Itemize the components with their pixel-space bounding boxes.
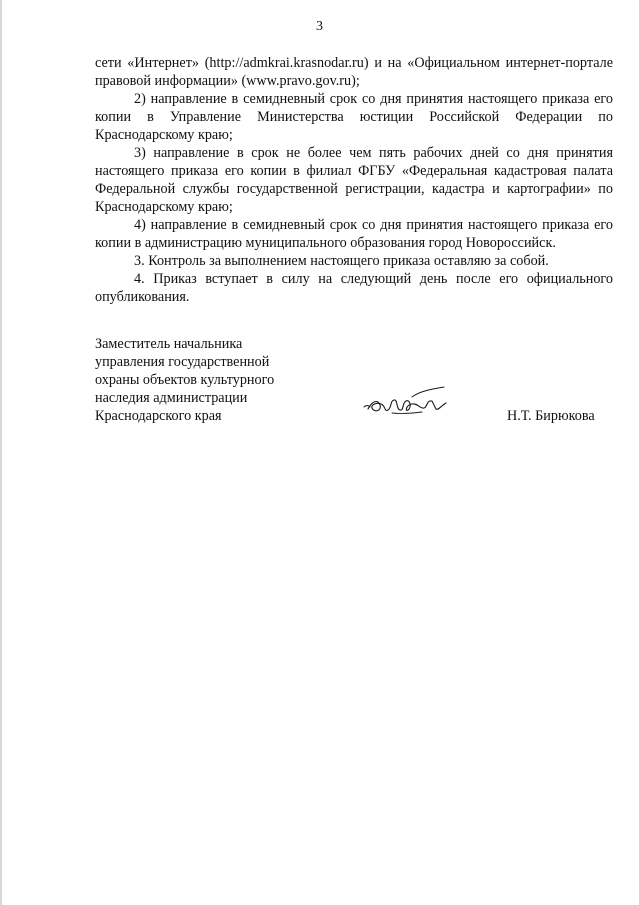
document-body bbox=[95, 54, 613, 306]
handwritten-signature bbox=[362, 383, 454, 423]
position-line: управления государственной bbox=[95, 354, 270, 370]
position-line: охраны объектов культурного bbox=[95, 372, 275, 388]
paragraph-item-3: 3) направление в срок не более чем пять рабочих дней со дня принятия настоящего приказа его копии в филиал ФГБУ «Федеральная кадастровая палата Федеральной службы государственной регистрации, кадастра и картографии» по Краснодарскому краю; bbox=[95, 145, 613, 215]
paragraph-point-4: 4. Приказ вступает в силу на следующий день после его официального опубликования. bbox=[95, 271, 613, 305]
position-line: Краснодарского края bbox=[95, 408, 222, 424]
paragraph-point-3: 3. Контроль за выполнением настоящего приказа оставляю за собой. bbox=[134, 253, 549, 269]
paragraph-item-2: 2) направление в семидневный срок со дня принятия настоящего приказа его копии в Управление Министерства юстиции Российской Федерации по Краснодарскому краю; bbox=[95, 91, 613, 143]
page-number: 3 bbox=[316, 19, 323, 34]
page-left-edge bbox=[0, 0, 2, 905]
signatory-position bbox=[95, 335, 274, 425]
position-line: Заместитель начальника bbox=[95, 336, 243, 352]
signatory-name: Н.Т. Бирюкова bbox=[507, 408, 595, 424]
position-line: наследия администрации bbox=[95, 390, 248, 406]
paragraph-continuation: сети «Интернет» (http://admkrai.krasnodar.ru) и на «Официальном интернет-портале правовой информации» (www.pravo.gov.ru); bbox=[95, 55, 613, 89]
paragraph-item-4: 4) направление в семидневный срок со дня принятия настоящего приказа его копии в администрацию муниципального образования город Новороссийск. bbox=[95, 217, 613, 251]
